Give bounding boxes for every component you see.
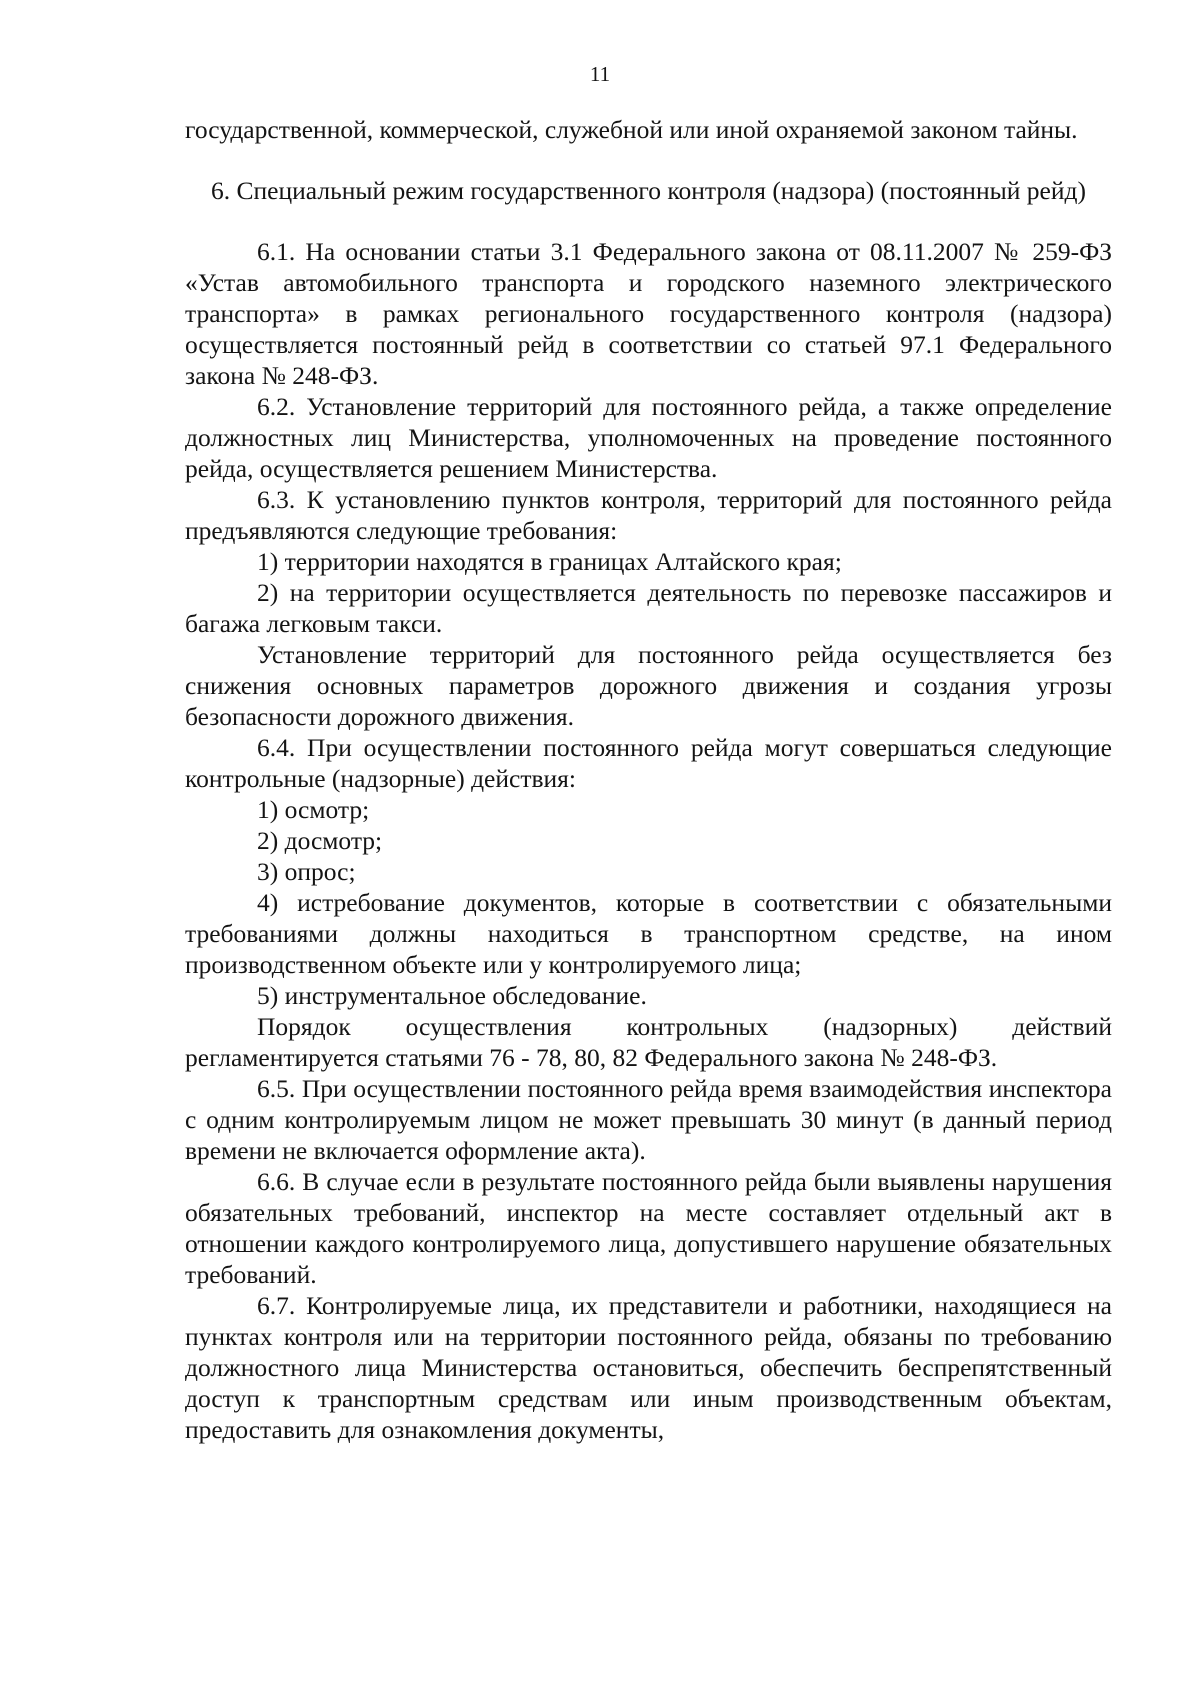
paragraph-6-5: 6.5. При осуществлении постоянного рейда время взаимодействия инспектора с одним контролируемым лицом не может превышать 30 минут (в данный период времени не включается оформление акта). bbox=[185, 1074, 1112, 1165]
paragraph-6-3-tail: Установление территорий для постоянного рейда осуществляется без снижения основных параметров дорожного движения и создания угрозы безопасности дорожного движения. bbox=[185, 640, 1112, 731]
paragraph-6-4-tail: Порядок осуществления контрольных (надзорных) действий регламентируется статьями 76 - 78, 80, 82 Федерального закона № 248-ФЗ. bbox=[185, 1012, 1112, 1072]
list-item: 1) осмотр; bbox=[257, 795, 370, 824]
document-body bbox=[185, 114, 1112, 1445]
carryover-paragraph: государственной, коммерческой, служебной или иной охраняемой законом тайны. bbox=[185, 115, 1078, 144]
list-item: 1) территории находятся в границах Алтайского края; bbox=[257, 547, 842, 576]
list-item: 2) досмотр; bbox=[257, 826, 383, 855]
paragraph-6-4: 6.4. При осуществлении постоянного рейда могут совершаться следующие контрольные (надзорные) действия: bbox=[185, 733, 1112, 793]
paragraph-6-6: 6.6. В случае если в результате постоянного рейда были выявлены нарушения обязательных требований, инспектор на месте составляет отдельный акт в отношении каждого контролируемого лица, допустившего нарушение обязательных требований. bbox=[185, 1167, 1112, 1289]
list-item: 4) истребование документов, которые в соответствии с обязательными требованиями должны находиться в транспортном средстве, на ином производственном объекте или у контролируемого лица; bbox=[185, 888, 1112, 979]
paragraph-6-7: 6.7. Контролируемые лица, их представители и работники, находящиеся на пунктах контроля или на территории постоянного рейда, обязаны по требованию должностного лица Министерства остановиться, обеспечить беспрепятственный доступ к транспортным средствам или иным производственным объектам, предоставить для ознакомления документы, bbox=[185, 1291, 1112, 1444]
page-number: 11 bbox=[589, 62, 611, 86]
list-item: 2) на территории осуществляется деятельность по перевозке пассажиров и багажа легковым такси. bbox=[185, 578, 1112, 638]
list-item: 3) опрос; bbox=[257, 857, 356, 886]
section-heading: 6. Специальный режим государственного контроля (надзора) (постоянный рейд) bbox=[211, 176, 1086, 205]
list-item: 5) инструментальное обследование. bbox=[257, 981, 647, 1010]
paragraph-6-1: 6.1. На основании статьи 3.1 Федерального закона от 08.11.2007 № 259-ФЗ «Устав автомобильного транспорта и городского наземного электрического транспорта» в рамках регионального государственного контроля (надзора) осуществляется постоянный рейд в соответствии со статьей 97.1 Федерального закона № 248-ФЗ. bbox=[185, 237, 1112, 390]
paragraph-6-3: 6.3. К установлению пунктов контроля, территорий для постоянного рейда предъявляются следующие требования: bbox=[185, 485, 1112, 545]
paragraph-6-2: 6.2. Установление территорий для постоянного рейда, а также определение должностных лиц Министерства, уполномоченных на проведение постоянного рейда, осуществляется решением Министерства. bbox=[185, 392, 1112, 483]
